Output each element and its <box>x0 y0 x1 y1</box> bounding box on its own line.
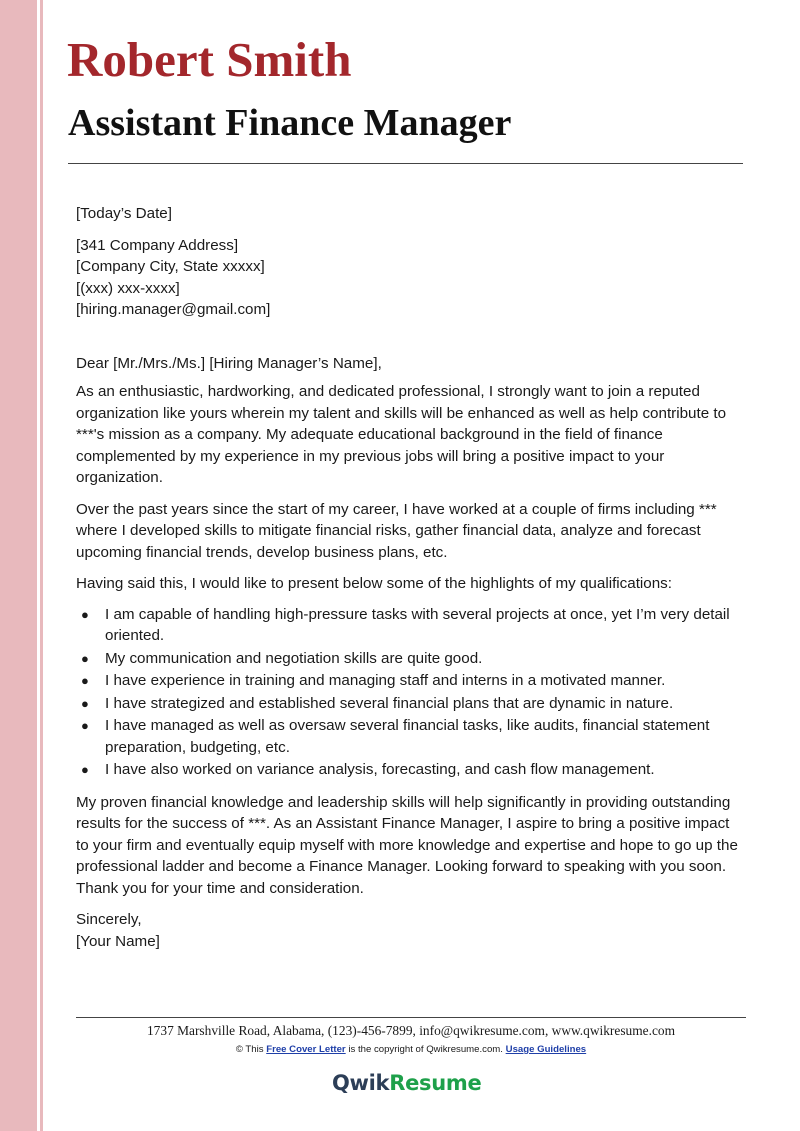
list-item <box>81 693 741 715</box>
recipient-address <box>76 235 741 321</box>
highlights-list <box>76 604 741 781</box>
bullet-icon: ● <box>81 650 89 666</box>
address-line: [hiring.manager@gmail.com] <box>76 301 271 318</box>
list-item-text: I have managed as well as oversaw several financial tasks, like audits, financial statement preparation, budgeting, etc. <box>105 717 710 756</box>
signoff: Sincerely, <box>76 911 142 928</box>
address-line: [(xxx) xxx-xxxx] <box>76 279 180 297</box>
list-item-text: I have experience in training and managing staff and interns in a motivated manner. <box>105 672 666 689</box>
free-cover-letter-link[interactable]: Free Cover Letter <box>266 1044 346 1055</box>
bullet-icon: ● <box>81 718 89 733</box>
salutation: Dear [Mr./Mrs./Ms.] [Hiring Manager’s Name], <box>76 354 382 372</box>
header-divider <box>68 163 743 164</box>
list-item-text: I have strategized and established several financial plans that are dynamic in nature. <box>105 694 674 712</box>
body-paragraph: Over the past years since the start of my career, I have worked at a couple of firms including *** where I developed skills to mitigate financial risks, gather financial data, analyze and forecast upcoming financial trends, develop business plans, etc. <box>76 500 717 561</box>
highlights-intro: Having said this, I would like to present below some of the highlights of my qualifications: <box>76 575 672 592</box>
list-item <box>81 604 741 647</box>
logo-text-resume: Resume <box>389 1071 482 1095</box>
list-item-text: I am capable of handling high-pressure tasks with several projects at once, yet I’m very detail oriented. <box>105 605 730 644</box>
closing-paragraph: My proven financial knowledge and leadership skills will help significantly in providing outstanding results for the success of ***. As an Assistant Finance Manager, I aspire to bring a positive impact to your firm and eventually equip myself with more knowledge and expertise and hope to go up the professional ladder and become a Finance Manager. Looking forward to speaking with you soon. Thank you for your time and consideration. <box>76 793 738 897</box>
decorative-side-bar <box>0 0 40 1131</box>
list-item <box>81 759 741 781</box>
body-paragraph: As an enthusiastic, hardworking, and dedicated professional, I strongly want to join a reputed organization like yours wherein my talent and skills will be enhanced as well as help contribute to ***'s mission as a company. My adequate educational background in the field of finance complemented by my experience in my previous jobs will bring a positive impact to your organization. <box>76 383 727 486</box>
applicant-name: Robert Smith <box>67 32 352 87</box>
copyright-icon: © <box>235 1044 243 1055</box>
qwikresume-logo[interactable] <box>332 1068 481 1098</box>
bullet-icon: ● <box>81 762 89 777</box>
footer-divider <box>76 1017 746 1018</box>
copyright-this: This <box>245 1044 264 1055</box>
job-title: Assistant Finance Manager <box>68 102 512 144</box>
footer-contact: 1737 Marshville Road, Alabama, (123)-456-7899, info@qwikresume.com, www.qwikresume.com <box>146 1023 675 1038</box>
list-item-text: I have also worked on variance analysis, forecasting, and cash flow management. <box>105 761 655 778</box>
usage-guidelines-link[interactable]: Usage Guidelines <box>505 1044 587 1055</box>
signature: [Your Name] <box>76 932 160 950</box>
bullet-icon: ● <box>81 673 89 688</box>
copyright-text: is the copyright of Qwikresume.com. <box>348 1044 503 1055</box>
address-line: [Company City, State xxxxx] <box>76 258 265 275</box>
bullet-icon: ● <box>81 606 89 622</box>
letter-date: [Today’s Date] <box>76 205 172 222</box>
bullet-icon: ● <box>81 695 89 711</box>
letter-body <box>76 203 741 952</box>
list-item <box>81 715 741 758</box>
address-line: [341 Company Address] <box>76 236 239 254</box>
copyright-notice <box>76 1043 746 1057</box>
logo-text-qwik: Qwik <box>332 1071 390 1095</box>
list-item-text: My communication and negotiation skills are quite good. <box>105 649 483 667</box>
list-item <box>81 648 741 670</box>
list-item <box>81 670 741 692</box>
